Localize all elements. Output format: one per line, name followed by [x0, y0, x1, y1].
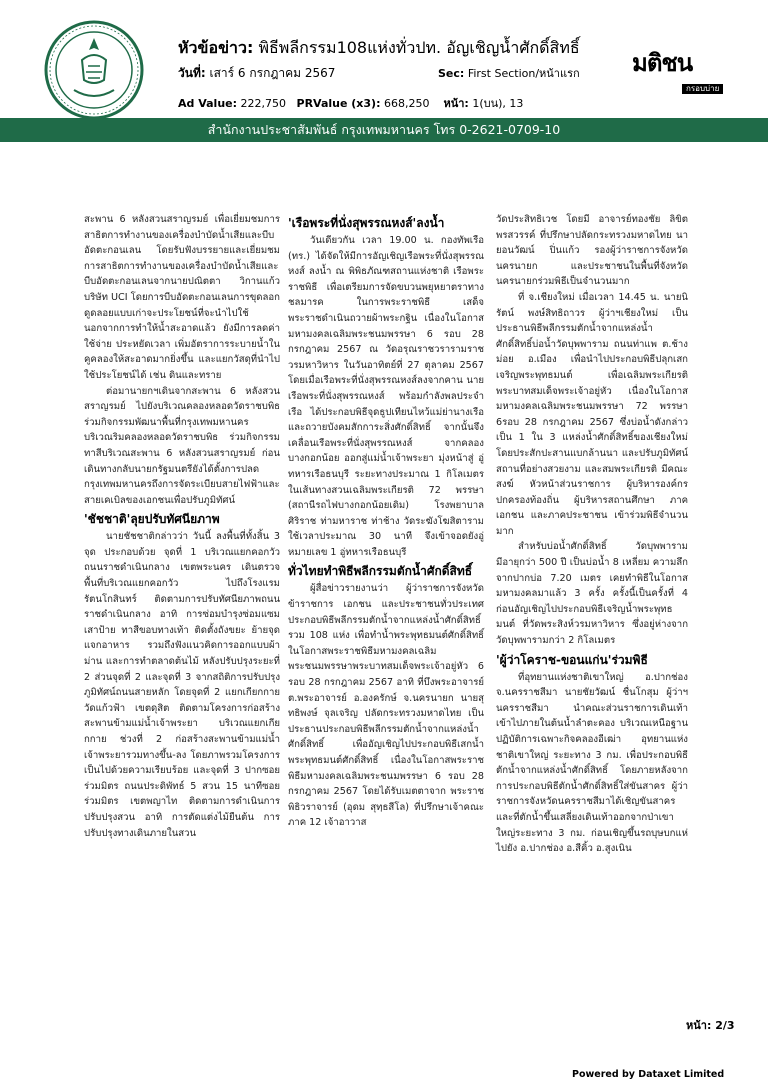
subheading: 'ชัชชาติ'ลุยปรับทัศนียภาพ — [84, 512, 220, 527]
paragraph: ที่ จ.เชียงใหม่ เมื่อเวลา 14.45 น. นายนิรัตน์ พงษ์สิทธิถาวร ผู้ว่าฯเชียงใหม่ เป็นประธานพิธีพลีกรรมตักน้ำจากแหล่งน้ำศักดิ์สิทธิ์บ่อน้ำวัดบุพพาราม ถนนท่าแพ ต.ช้างม่อย อ.เมือง เพื่อนำไปประกอบพิธีปลุกเสกเจริญพระพุทธมนต์ เพื่อเฉลิมพระเกียรติพระบาทสมเด็จพระเจ้าอยู่หัว เนื่องในโอกาสมหามงคลเฉลิมพระชนมพรรษา 72 พรรษา 6รอบ 28 กรกฎาคม 2567 ซึ่งบ่อน้ำดังกล่าวเป็น 1 ใน 3 แหล่งน้ำศักดิ์สิทธิ์ของเชียงใหม่ โดยประสักปะสานแบกล้านนา และปรับภูมิทัศน์สถานที่อย่างสวยงาม และสมพระเกียรติ มีคณะสงฆ์ หัวหน้าส่วนราชการ ผู้บริหารองค์กรปกครองท้องถิ่น ผู้บริหารสถานศึกษา ภาคเอกชน และภาคประชาชน เข้าร่วมพิธีจำนวนมาก — [496, 291, 688, 537]
paragraph: ที่อุทยานแห่งชาติเขาใหญ่ อ.ปากช่อง จ.นครราชสีมา นายชัยวัฒน์ ชื่นโกสุม ผู้ว่าฯนครราชสีมา นำคณะส่วนราชการเดินเท้าเข้าไปภายในต้นน้ำลำตะคอง บริเวณเหนือฐานปฏิบัติการเฉพาะกิจคลองอีเฒ่า อุทยานแห่งชาติเขาใหญ่ ระยะทาง 3 กม. เพื่อประกอบพิธีตักน้ำจากแหล่งน้ำศักดิ์สิทธิ์ โดยภายหลังจากการประกอบพิธีตักน้ำศักดิ์สิทธิ์ใส่ขันสาคร ผู้ว่าราชการจังหวัดนครราชสีมาได้เชิญขันสาครและที่ตักน้ำขึ้นเสลี่ยงเดินเท้าออกจากป่าเขาใหญ่ระยะทาง 3 กม. ก่อนเชิญขึ้นรถบุษบกแห่ไปยัง อ.ปากช่อง อ.สีคิ้ว อ.สูงเนิน — [496, 671, 688, 855]
section-text: First Section/หน้าแรก — [467, 67, 580, 80]
page-number-value: 2/3 — [715, 1019, 735, 1032]
page-number-label: หน้า: — [686, 1019, 712, 1032]
page-label: หน้า: — [443, 97, 469, 110]
publisher-logo — [632, 49, 728, 93]
publisher-edition: กรอบบ่าย — [682, 84, 723, 94]
pr-value: 668,250 — [383, 97, 430, 110]
powered-by: Powered by Dataxet Limited — [572, 1069, 725, 1080]
column-2 — [288, 212, 484, 831]
page-number — [686, 1016, 735, 1034]
publisher-name: มติชน — [632, 49, 693, 77]
paragraph: วันเดียวกัน เวลา 19.00 น. กองทัพเรือ (ทร.) ได้จัดให้มีการอัญเชิญเรือพระที่นั่งสุพรรณหงส์ ลงน้ำ ณ พิพิธภัณฑสถานแห่งชาติ เรือพระราชพิธี เพื่อเตรียมการจัดขบวนพยุหยาตราทางชลมารค ในการพระราชพิธี เสด็จพระราชดำเนินถวายผ้าพระกฐิน เนื่องในโอกาสมหามงคลเฉลิมพระชนมพรรษา 6 รอบ 28 กรกฎาคม 2567 ณ วัดอรุณราชวรารามราชวรมหาวิหาร ในวันอาทิตย์ที่ 27 ตุลาคม 2567 โดยเมื่อเรือพระที่นั่งสุพรรณหงส์ลงจากคาน นายเรือพระที่นั่งสุพรรณหงส์ พร้อมกำลังพลประจำเรือ ได้ประกอบพิธีจุดธูปเทียนไหว้แม่ย่านางเรือ และถวายบังคมสักการะสิ่งศักดิ์สิทธิ์ จากนั้นจึงเคลื่อนเรือพระที่นั่งสุพรรณหงส์ จากคลองบางกอกน้อย ออกสู่แม่น้ำเจ้าพระยา มุ่งหน้าสู่ อู่ทหารเรือธนบุรี ระยะทางประมาณ 1 กิโลเมตร ในเส้นทางสวนเฉลิมพระเกียรติ 72 พรรษา (สถานีรถไฟบางกอกน้อยเดิม) โรงพยาบาลศิริราช ท่ามหาราช ท่าช้าง วัดระฆังโฆสิตาราม ใช้เวลาประมาณ 30 นาที จึงเข้าจอดยังอู่หมายเลข 1 อู่ทหารเรือธนบุรี — [288, 235, 484, 558]
agency-bar: สำนักงานประชาสัมพันธ์ กรุงเทพมหานคร โทร 0-2621-0709-10 — [0, 118, 768, 142]
date-label: วันที่: — [178, 66, 206, 80]
headline-label: หัวข้อข่าว: — [178, 38, 254, 57]
value-row — [178, 94, 523, 112]
section-row — [438, 64, 580, 82]
paragraph: ผู้สื่อข่าวรายงานว่า ผู้ว่าราชการจังหวัด ข้าราชการ เอกชน และประชาชนทั่วประเทศประกอบพิธีพลีกรรมตักน้ำจากแหล่งน้ำศักดิ์สิทธิ์ รวม 108 แห่ง เพื่อทำน้ำพระพุทธมนต์ศักดิ์สิทธิ์ ในโอกาสพระราชพิธีมหามงคลเฉลิมพระชนมพรรษาพระบาทสมเด็จพระเจ้าอยู่หัว 6 รอบ 28 กรกฎาคม 2567 อาทิ ที่บึงพระอาจารย์ ต.พระอาจารย์ อ.องครักษ์ จ.นครนายก นายสุทธิพงษ์ จุลเจริญ ปลัดกระทรวงมหาดไทย เป็นประธานประกอบพิธีพลีกรรมตักน้ำจากแหล่งน้ำศักดิ์สิทธิ์ เพื่ออัญเชิญไปประกอบพิธีเสกน้ำพระพุทธมนต์ศักดิ์สิทธิ์ เนื่องในโอกาสพระราชพิธีมหามงคลเฉลิมพระชนมพรรษา 6 รอบ 28 กรกฎาคม 2567 โดยได้รับเมตตาจาก พระราชพิธิวราจารย์ (อุดม สุทฺธสีโล) ที่ปรึกษาเจ้าคณะภาค 12 เจ้าอาวาส — [288, 583, 484, 829]
subheading: 'เรือพระที่นั่งสุพรรณหงส์'ลงน้ำ — [288, 216, 445, 230]
pr-value-label: PRValue (x3): — [296, 97, 381, 110]
date-row — [178, 64, 335, 83]
headline — [178, 36, 580, 61]
column-3 — [496, 212, 688, 857]
subheading: 'ผู้ว่าโคราช-ขอนแก่น'ร่วมพิธี — [496, 652, 648, 667]
clipping-header — [0, 0, 768, 148]
bma-seal-icon — [44, 20, 144, 120]
column-1 — [84, 212, 280, 841]
paragraph: วัดประสิทธิเวช โดยมี อาจารย์ทองชัย ลิขิตพรสวรรค์ ที่ปรึกษาปลัดกระทรวงมหาดไทย นายอนวัฒน์ ปิ่นแก้ว รองผู้ว่าราชการจังหวัดนครนายก และประชาชนในพื้นที่จังหวัดนครนายกร่วมพิธีเป็นจำนวนมาก — [496, 214, 688, 288]
headline-text: พิธีพลีกรรม108แห่งทั่วปท. อัญเชิญน้ำศักดิ์สิทธิ์ — [258, 38, 580, 57]
paragraph: สำหรับบ่อน้ำศักดิ์สิทธิ์ วัดบุพพาราม มีอายุกว่า 500 ปี เป็นบ่อน้ำ 8 เหลี่ยม ความลึกจากปากบ่อ 7.20 เมตร เคยทำพิธีในโอกาสมหามงคลมาแล้ว 3 ครั้ง ครั้งนี้เป็นครั้งที่ 4 ก่อนอัญเชิญไปประกอบพิธีเจริญน้ำพระพุทธมนต์ ที่วัดพระสิงห์วรมหาวิหาร ซึ่งอยู่ห่างจากวัดบุพพารามกว่า 2 กิโลเมตร — [496, 541, 688, 647]
ad-value-label: Ad Value: — [178, 97, 238, 110]
paragraph: ต่อมานายกฯเดินจากสะพาน 6 หลังสวนสราญรมย์ ไปยังบริเวณคลองหลอดวัดราชบพิธ ร่วมกิจกรรมพัฒนาพื้นที่กรุงเทพมหานคร บริเวณริมคลองหลอดวัดราชบพิธ ร่วมกิจกรรมทาสีบริเวณสะพาน 6 หลังสวนสราญรมย์ ก่อนเดินทางกลับนายกรัฐมนตรียังได้ตั้งการปลดกรุงเทพมหานครถึงการจัดระเบียบสายไฟฟ้าและสายเคเบิลของเอกชนเพื่อปรับภูมิทัศน์ — [84, 385, 280, 506]
date-text: เสาร์ 6 กรกฎาคม 2567 — [209, 66, 336, 80]
paragraph: นายชัชชาติกล่าวว่า วันนี้ ลงพื้นที่ทั้งสิ้น 3 จุด ประกอบด้วย จุดที่ 1 บริเวณแยกคอกวัว ถนนราชดำเนินกลาง เขตพระนคร เดินตรวจพื้นที่บริเวณแยกคอกวัว ไปถึงโรงแรมรัตนโกสินทร์ ติดตามการปรับทัศนียภาพถนนราชดำเนินกลาง อาทิ การซ่อมบำรุงซ่อมแซมเสาป้าย ทาสีขอบทางเท้า ติดตั้งถังขยะ ย้ายจุดแจกอาหาร รวมถึงฟังแนวคิดการออกแบบผ้าม่าน และการทำตลาดต้นไม้ หลังปรับปรุงระยะที่ 2 ส่วนจุดที่ 2 และจุดที่ 3 จากสถิติการปรับปรุงภูมิทัศน์ถนนสายหลัก โดยจุดที่ 2 แยกเกียกกาย วัดแก้วฟ้า เขตดุสิต ติดตามโครงการก่อสร้างสะพานข้ามแม่น้ำเจ้าพระยา บริเวณแยกเกียกกาย ช่วงที่ 2 ก่อสร้างสะพานข้ามแม่น้ำเจ้าพระยารวมทางขึ้น-ลง โดยภาพรวมโครงการเป็นไปด้วยความเรียบร้อย และจุดที่ 3 ปากซอยร่วมมิตร ถนนประดิพัทธ์ 5 สวน 15 นาทีซอยร่วมมิตร เขตพญาไท ติดตามการดำเนินการปรับปรุงสวน อาทิ การตัดแต่งไม้ยืนต้น การปรับปรุงทางเดินภายในสวน — [84, 531, 280, 839]
paragraph: สะพาน 6 หลังสวนสราญรมย์ เพื่อเยี่ยมชมการสาธิตการทำงานของเครื่องบำบัดน้ำเสียและบีบอัดตะกอนเลน โดยรับฟังบรรยายและเยี่ยมชมการสาธิตการทำงานของเครื่องบำบัดน้ำเสียและบีบอัดตะกอนเลนจากนายปณิตตา วิกานแก้ว บริษัท UCI โดยการบีบอัดตะกอนเลนการขุดลอกดูดลอยแบบเก่าจะประโยชน์ที่จะนำไปใช้นอกจากการทำให้น้ำสะอาดแล้ว ยังมีการลดค่าใช้จ่าย ประหยัดเวลา เพิ่มอัตราการระบายน้ำในคูคลองให้สะอาดมากยิ่งขึ้น และแยกวัสดุที่นำไปใช้ประโยชน์ได้ เช่น ดินและทราย — [84, 214, 280, 381]
subheading: ทั่วไทยทำพิธีพลีกรรมตักน้ำศักดิ์สิทธิ์ — [288, 564, 473, 579]
page-value: 1(บน), 13 — [472, 97, 524, 110]
ad-value: 222,750 — [240, 97, 287, 110]
article-body — [84, 212, 688, 1012]
section-label: Sec: — [438, 67, 465, 80]
